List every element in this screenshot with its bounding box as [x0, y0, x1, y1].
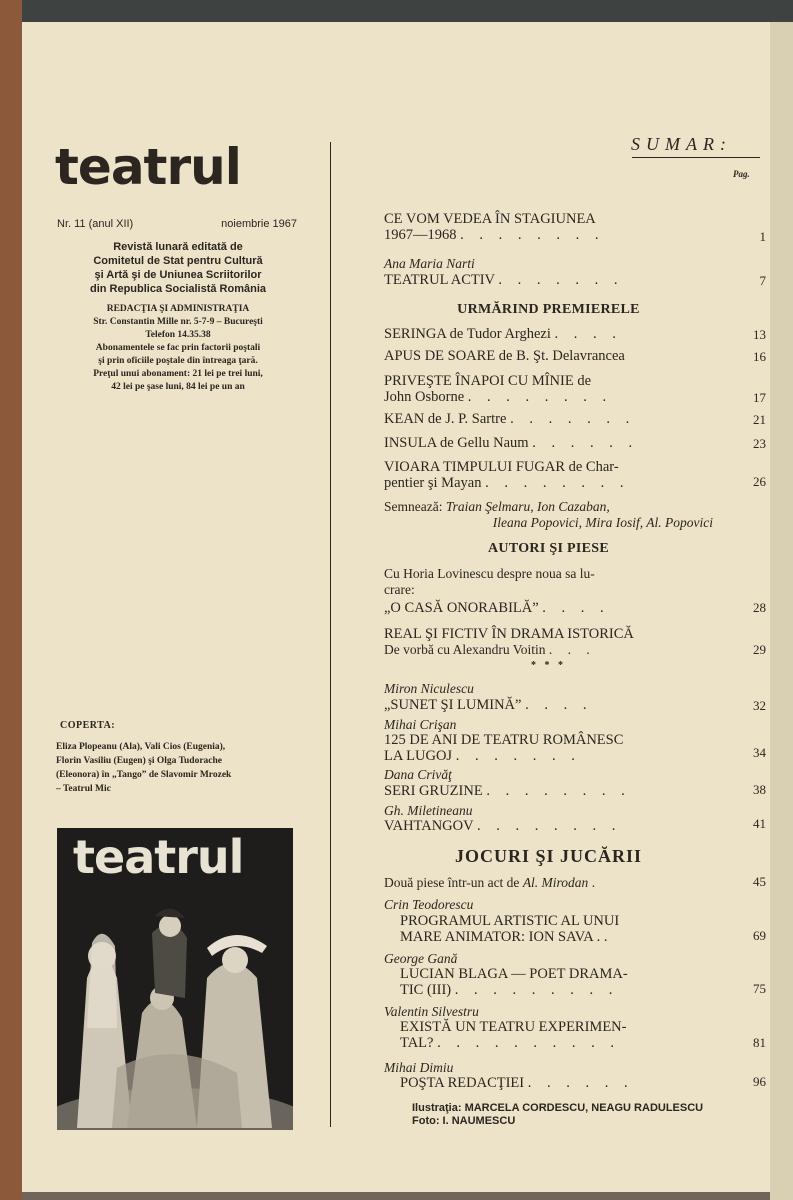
toc-page-number: 38: [753, 782, 766, 797]
toc-entry: LUCIAN BLAGA — POET DRAMA- TIC (III) . . . . . . . . .: [400, 966, 628, 998]
cover-photo-illustration: [57, 828, 293, 1130]
admin-line: Str. Constantin Mille nr. 5-7-9 – Bucureşti: [93, 317, 263, 327]
publisher-line: şi Artă şi de Uniunea Scriitorilor: [94, 269, 262, 281]
admin-line: Telefon 14.35.38: [145, 330, 211, 340]
admin-line: Preţul unui abonament: 21 lei pe trei luni,: [93, 369, 263, 379]
toc-page-number: 41: [753, 816, 766, 831]
toc-author: Miron Niculescu: [384, 681, 474, 696]
toc-author: Ana Maria Narti: [384, 256, 475, 271]
section-heading: AUTORI ŞI PIESE: [488, 541, 609, 556]
cover-line: – Teatrul Mic: [56, 784, 111, 794]
toc-page-number: 28: [753, 600, 766, 615]
illustration-credit: Ilustraţia: MARCELA CORDESCU, NEAGU RADULESCU: [412, 1102, 704, 1114]
admin-line: şi prin oficiile poştale din întreaga ţară.: [98, 356, 258, 366]
cover-credits: [56, 740, 304, 796]
photo-credit: Foto: I. NAUMESCU: [412, 1115, 516, 1127]
toc-page-number: 21: [753, 412, 766, 427]
toc-page-number: 13: [753, 327, 766, 342]
toc-entry: „SUNET ŞI LUMINĂ” . . . .: [384, 697, 593, 713]
column-divider: [330, 142, 331, 1127]
toc-page-number: 96: [753, 1074, 766, 1089]
toc-author: Mihai Dimiu: [384, 1060, 454, 1075]
toc-page-number: 26: [753, 474, 766, 489]
toc-title: [384, 211, 713, 227]
toc-entry: KEAN de J. P. Sartre . . . . . . .: [384, 411, 636, 427]
toc-entry: INSULA de Gellu Naum . . . . . .: [384, 435, 639, 451]
toc-page-number: 29: [753, 642, 766, 657]
publisher-line: Revistă lunară editată de: [113, 241, 243, 253]
section-heading: JOCURI ŞI JUCĂRII: [454, 846, 643, 866]
toc-entry: Două piese într-un act de Al. Mirodan .: [384, 875, 596, 890]
toc-page-number: 81: [753, 1035, 766, 1050]
toc-entry: TEATRUL ACTIV . . . . . . .: [384, 272, 624, 288]
cover-line: Eliza Plopeanu (Ala), Vali Cios (Eugenia),: [56, 742, 226, 752]
publisher-line: Comitetul de Stat pentru Cultură: [93, 255, 263, 267]
photo-logo: teatrul: [73, 830, 244, 884]
toc-page-number: 32: [753, 698, 766, 713]
admin-info: [54, 303, 302, 394]
toc-entry: [384, 211, 713, 243]
admin-line: 42 lei pe şase luni, 84 lei pe un an: [111, 382, 245, 392]
toc-author: Gh. Miletineanu: [384, 803, 473, 818]
toc-entry: VIOARA TIMPULUI FUGAR de Char- pentier şi Mayan . . . . . . . .: [384, 459, 630, 491]
toc-author: Dana Crivăţ: [384, 767, 452, 782]
toc-entry: SERI GRUZINE . . . . . . . .: [384, 783, 631, 799]
credits: [412, 1102, 703, 1128]
book-spine: [0, 0, 22, 1200]
toc-page-number: 34: [753, 745, 766, 760]
toc-entry: PRIVEŞTE ÎNAPOI CU MÎNIE de John Osborne . . . . . . . .: [384, 373, 613, 405]
toc-page-number: 7: [759, 273, 766, 288]
toc-heading: SUMAR:: [631, 134, 732, 154]
publisher-info: [54, 240, 302, 296]
toc-entry: PROGRAMUL ARTISTIC AL UNUI MARE ANIMATOR: ION SAVA . .: [400, 913, 620, 945]
toc-page-number: 23: [753, 436, 766, 451]
issue-date: noiembrie 1967: [221, 218, 297, 230]
toc-heading-rule: [632, 157, 760, 158]
cover-line: Florin Vasiliu (Eugen) şi Olga Tudorache: [56, 756, 223, 766]
toc-title-line2: 1967—1968 . . . . . . . .: [384, 227, 605, 243]
toc-entry: EXISTĂ UN TEATRU EXPERIMEN- TAL? . . . . . . . . . .: [400, 1019, 627, 1051]
page-edge: [770, 22, 793, 1200]
separator-stars: * * *: [531, 660, 566, 671]
cover-title: COPERTA:: [60, 720, 116, 731]
toc-author: Crin Teodorescu: [384, 897, 474, 912]
section-heading: URMĂRIND PREMIERELE: [457, 302, 640, 317]
toc-title-line: CE VOM VEDEA ÎN STAGIUNEA: [384, 211, 596, 227]
issue-number: Nr. 11 (anul XII): [57, 218, 134, 230]
toc-author: Valentin Silvestru: [384, 1004, 479, 1019]
publisher-line: din Republica Socialistă România: [89, 283, 267, 295]
toc-entry: APUS DE SOARE de B. Şt. Delavrancea: [384, 348, 625, 364]
admin-line: Abonamentele se fac prin factorii poştali: [95, 343, 261, 353]
toc-page-number: 17: [753, 390, 766, 405]
toc-entry: 125 DE ANI DE TEATRU ROMÂNESC LA LUGOJ . . . . . . .: [384, 732, 624, 764]
toc-page-number: 75: [753, 981, 766, 996]
admin-line: REDACŢIA ŞI ADMINISTRAŢIA: [106, 304, 250, 314]
page-label: Pag.: [733, 169, 750, 179]
toc-entry: „O CASĂ ONORABILĂ” . . . .: [384, 600, 610, 616]
binding-top: [0, 0, 793, 22]
toc-page-number: 69: [753, 928, 766, 943]
magazine-logo: teatrul: [55, 138, 241, 196]
toc-entry: Cu Horia Lovinescu despre noua sa lu- crare:: [384, 566, 595, 597]
toc-page-number: 1: [759, 229, 766, 244]
cover-line: (Eleonora) în „Tango” de Slavomir Mrozek: [56, 770, 232, 780]
toc-entry: VAHTANGOV . . . . . . . .: [384, 818, 622, 834]
toc-page-number: 45: [753, 874, 766, 889]
toc-entry: REAL ŞI FICTIV ÎN DRAMA ISTORICĂ De vorbă cu Alexandru Voitin . . .: [384, 626, 634, 657]
toc-entry: SERINGA de Tudor Arghezi . . . .: [384, 326, 622, 342]
toc-entry: Semnează: Traian Şelmaru, Ion Cazaban, Ileana Popovici, Mira Iosif, Al. Popovici: [384, 499, 713, 530]
toc-author: George Gană: [384, 951, 458, 966]
toc-author: Mihai Crişan: [384, 717, 457, 732]
toc-entry: POŞTA REDACŢIEI . . . . . .: [400, 1075, 634, 1091]
toc-page-number: 16: [753, 349, 766, 364]
issue-line: [57, 218, 297, 230]
cover-photo: [57, 828, 293, 1130]
